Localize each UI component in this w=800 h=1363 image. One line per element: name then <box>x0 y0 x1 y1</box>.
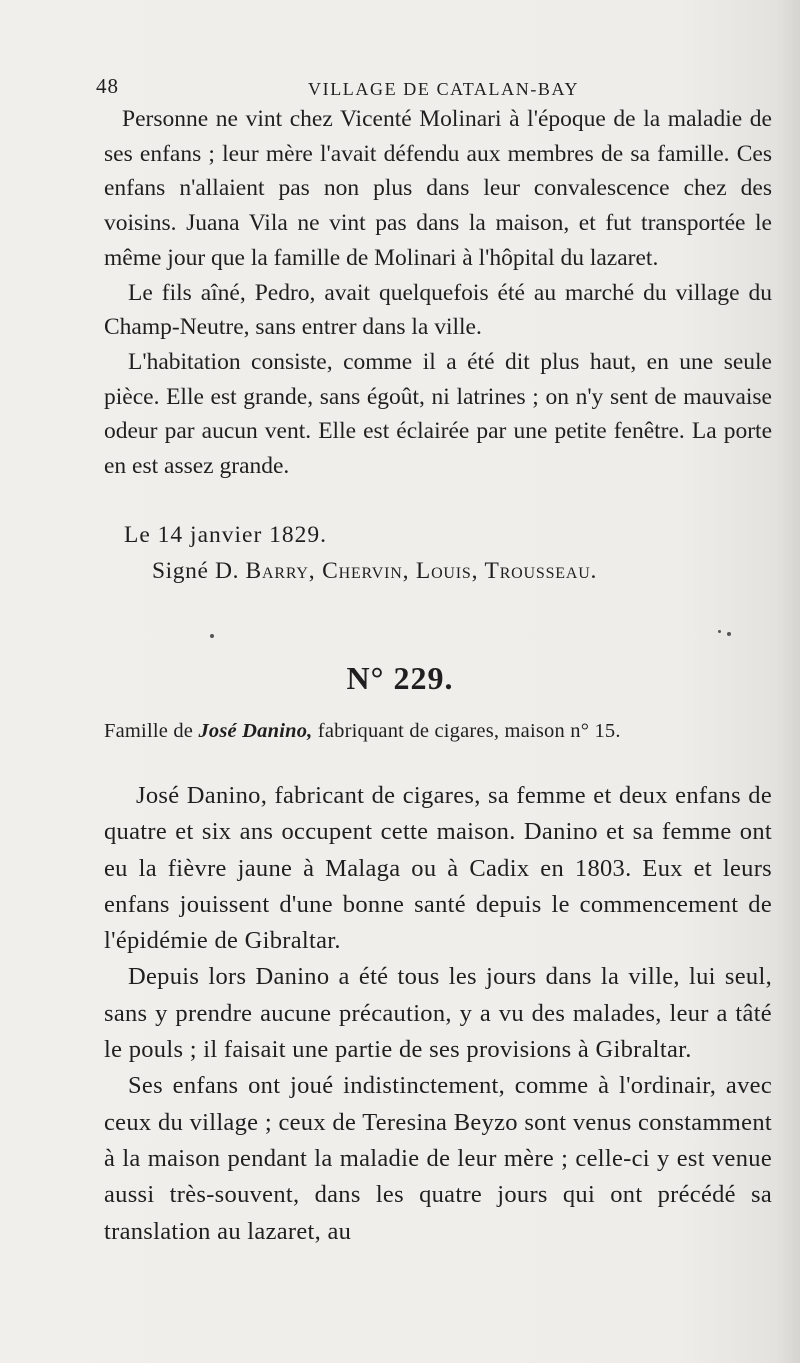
subtitle-prefix: Famille de <box>104 720 194 742</box>
running-head: VILLAGE DE CATALAN-BAY <box>308 79 580 99</box>
ink-speck <box>210 634 214 638</box>
subtitle-name: José Danino, <box>198 720 313 742</box>
paragraph: Depuis lors Danino a été tous les jours dans la ville, lui seul, sans y prendre aucune précaution, y a vu des malades, leur a tâté le pouls ; il faisait une partie de ses provisions à Gibraltar. <box>104 963 772 1064</box>
ink-speck <box>727 632 731 636</box>
signature-line <box>152 558 597 585</box>
text-block-danino <box>104 778 772 1250</box>
print-specks <box>0 626 800 640</box>
text-block-molinari <box>104 102 772 484</box>
subtitle-suffix: fabriquant de cigares, maison n° 15. <box>317 720 621 742</box>
paragraph: L'habitation consiste, comme il a été dit plus haut, en une seule pièce. Elle est grande, sans égoût, ni latrines ; on n'y sent de mauvaise odeur par aucun vent. Elle est éclairée par une petite fenêtre. La porte en est assez grande. <box>104 348 772 480</box>
date-line: Le 14 janvier 1829. <box>124 522 328 548</box>
signature-names: Barry, Chervin, Louis, Trousseau. <box>245 558 598 584</box>
page-header <box>96 74 796 104</box>
ink-speck <box>718 630 721 633</box>
signature-prefix: Signé D. <box>152 558 240 584</box>
paragraph: Personne ne vint chez Vicenté Molinari à l'époque de la maladie de ses enfans ; leur mère l'avait défendu aux membres de sa famille. Ces enfans n'allaient pas non plus dans leur convalescence chez des voisins. Juana Vila ne vint pas dans la maison, et fut transportée le même jour que la famille de Molinari à l'hôpital du lazaret. <box>104 106 772 271</box>
paragraph: Le fils aîné, Pedro, avait quelquefois été au marché du village du Champ-Neutre, sans entrer dans la ville. <box>104 279 772 341</box>
paragraph: Ses enfans ont joué indistinctement, comme à l'ordinair, avec ceux du village ; ceux de Teresina Beyzo sont venus constamment à la maison pendant la maladie de leur mère ; celle-ci y est venue aussi très-souvent, dans les quatre jours qui ont précédé sa translation au lazaret, au <box>104 1072 772 1245</box>
section-number: N° 229. <box>346 660 454 696</box>
section-subtitle <box>104 720 772 743</box>
page-number: 48 <box>96 74 119 98</box>
paragraph: José Danino, fabricant de cigares, sa femme et deux enfans de quatre et six ans occupent cette maison. Danino et sa femme ont eu la fièvre jaune à Malaga ou à Cadix en 1803. Eux et leurs enfans jouissent d'une bonne santé depuis le commencement de l'épidémie de Gibraltar. <box>104 782 772 955</box>
